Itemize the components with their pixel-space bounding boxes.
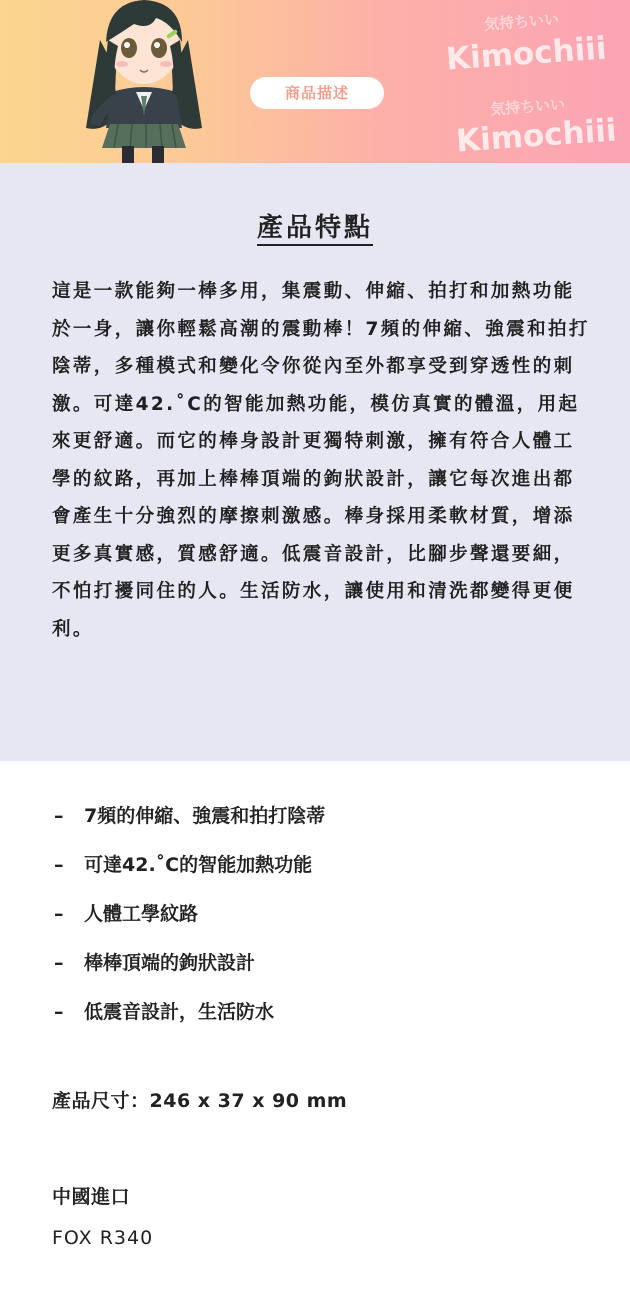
watermark-kimochiii: Kimochiii xyxy=(444,30,608,78)
header-banner xyxy=(0,0,630,163)
list-item-text: 7頻的伸縮、強震和拍打陰蒂 xyxy=(84,805,326,827)
dash-marker: – xyxy=(54,903,64,925)
feature-bullet-list xyxy=(54,798,594,1043)
features-description: 這是一款能夠一棒多用，集震動、伸縮、拍打和加熱功能於一身，讓你輕鬆高潮的震動棒！7頻的伸縮、強震和拍打陰蒂，多種模式和變化令你從內至外都享受到穿透性的刺激。可達42.˚C的智能加熱功能，模仿真實的體溫，用起來更舒適。而它的棒身設計更獨特刺激，擁有符合人體工學的紋路，再加上棒棒頂端的鉤狀設計，讓它每次進出都會產生十分強烈的摩擦刺激感。棒身採用柔軟材質，增添更多真實感，質感舒適。低震音設計，比腳步聲還要細，不怕打擾同住的人。生活防水，讓使用和清洗都變得更便利。 xyxy=(52,281,590,640)
dash-marker: – xyxy=(54,854,64,876)
list-item-text: 人體工學紋路 xyxy=(84,903,199,925)
list-item-text: 可達42.˚C的智能加熱功能 xyxy=(84,854,313,876)
list-item xyxy=(54,798,594,847)
list-item xyxy=(54,896,594,945)
dash-marker: – xyxy=(54,952,64,974)
list-item-text: 棒棒頂端的鉤狀設計 xyxy=(84,952,256,974)
dash-marker: – xyxy=(54,805,64,827)
list-item-text: 低震音設計，生活防水 xyxy=(84,1001,275,1023)
product-origin: 中國進口 xyxy=(52,1186,131,1208)
watermark-kimochiii: Kimochiii xyxy=(454,112,618,160)
product-features-section xyxy=(0,163,630,761)
list-item xyxy=(54,994,594,1043)
list-item xyxy=(54,847,594,896)
product-size: 產品尺寸：246 x 37 x 90 mm xyxy=(52,1090,348,1112)
mascot-illustration xyxy=(78,0,210,163)
watermark-jp: 気持ちいい xyxy=(483,10,560,34)
product-model: FOX R340 xyxy=(52,1227,154,1249)
features-heading xyxy=(0,207,630,244)
dash-marker: – xyxy=(54,1001,64,1023)
section-tag: 商品描述 xyxy=(250,77,384,109)
watermark-jp: 気持ちいい xyxy=(489,95,566,119)
features-heading-text: 產品特點 xyxy=(257,213,373,246)
list-item xyxy=(54,945,594,994)
